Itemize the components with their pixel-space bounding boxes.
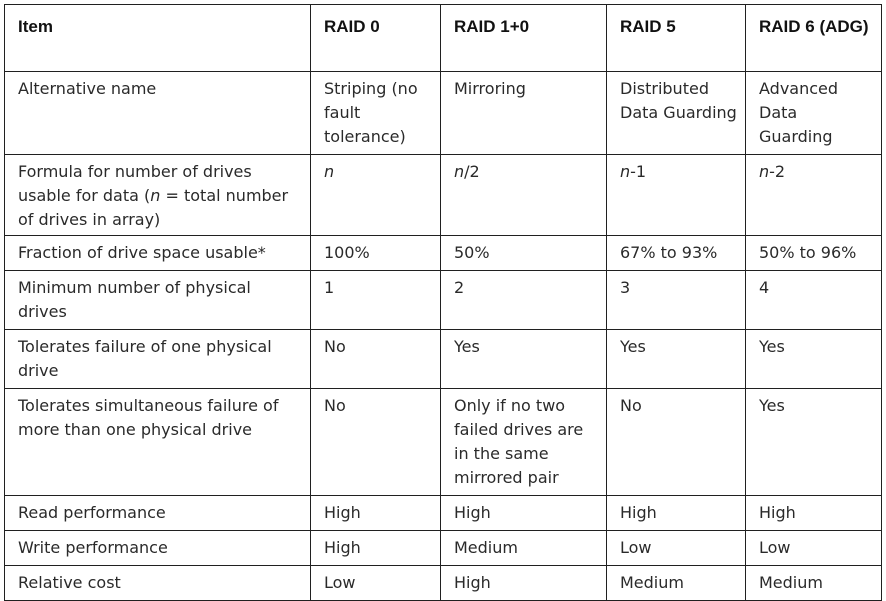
formula-text-post: = total number of drives in array) [18,186,289,229]
cell-raid0: Low [311,566,441,601]
table-row-tolerates-one-failure [5,330,882,389]
table-row-relative-cost [5,566,882,601]
formula-text-pre: Formula for number of drives usable for data ( [18,162,252,205]
cell-raid0: 1 [311,271,441,330]
cell-raid10 [441,155,607,236]
cell-raid10: High [441,566,607,601]
table-row-fraction-usable [5,236,882,271]
cell-raid6: Yes [746,330,882,389]
cell-raid6: Low [746,531,882,566]
cell-item: Fraction of drive space usable* [5,236,311,271]
cell-raid6: Advanced Data Guarding [746,72,882,155]
cell-raid0: High [311,531,441,566]
formula-variable-n: n [150,186,161,205]
cell-raid6: Yes [746,389,882,496]
formula-rest: -1 [630,162,647,181]
header-raid10: RAID 1+0 [441,5,607,72]
formula-variable-n: n [759,162,770,181]
cell-item [5,155,311,236]
header-raid5: RAID 5 [607,5,746,72]
cell-raid6: 4 [746,271,882,330]
cell-item: Relative cost [5,566,311,601]
cell-raid0 [311,155,441,236]
header-item: Item [5,5,311,72]
cell-raid6 [746,155,882,236]
cell-raid0: High [311,496,441,531]
cell-raid10: Mirroring [441,72,607,155]
table-row-read-performance [5,496,882,531]
cell-item: Read performance [5,496,311,531]
formula-variable-n: n [324,162,335,181]
cell-raid5 [607,155,746,236]
table-header-row [5,5,882,72]
cell-item: Tolerates simultaneous failure of more than one physical drive [5,389,311,496]
cell-raid5: No [607,389,746,496]
table-row-formula [5,155,882,236]
cell-raid5: 67% to 93% [607,236,746,271]
header-raid6: RAID 6 (ADG) [746,5,882,72]
cell-raid10: Medium [441,531,607,566]
formula-variable-n: n [454,162,465,181]
formula-rest: /2 [464,162,480,181]
cell-item: Minimum number of physical drives [5,271,311,330]
cell-raid10: Only if no two failed drives are in the same mirrored pair [441,389,607,496]
cell-item: Tolerates failure of one physical drive [5,330,311,389]
table-row-tolerates-multiple-failures [5,389,882,496]
cell-raid6: Medium [746,566,882,601]
table-row-write-performance [5,531,882,566]
cell-item: Alternative name [5,72,311,155]
cell-raid0: 100% [311,236,441,271]
cell-raid0: Striping (no fault tolerance) [311,72,441,155]
table-row-minimum-drives [5,271,882,330]
raid-comparison-table [4,4,882,601]
cell-item: Write performance [5,531,311,566]
cell-raid5: 3 [607,271,746,330]
formula-variable-n: n [620,162,631,181]
cell-raid10: 2 [441,271,607,330]
cell-raid0: No [311,389,441,496]
raid-comparison-container [4,4,882,601]
cell-raid10: 50% [441,236,607,271]
cell-raid5: Yes [607,330,746,389]
cell-raid0: No [311,330,441,389]
formula-rest: -2 [769,162,786,181]
cell-raid10: High [441,496,607,531]
header-raid0: RAID 0 [311,5,441,72]
cell-raid5: Low [607,531,746,566]
table-row-alternative-name [5,72,882,155]
cell-raid5: Medium [607,566,746,601]
cell-raid6: High [746,496,882,531]
cell-raid5: Distributed Data Guarding [607,72,746,155]
cell-raid5: High [607,496,746,531]
cell-raid6: 50% to 96% [746,236,882,271]
cell-raid10: Yes [441,330,607,389]
